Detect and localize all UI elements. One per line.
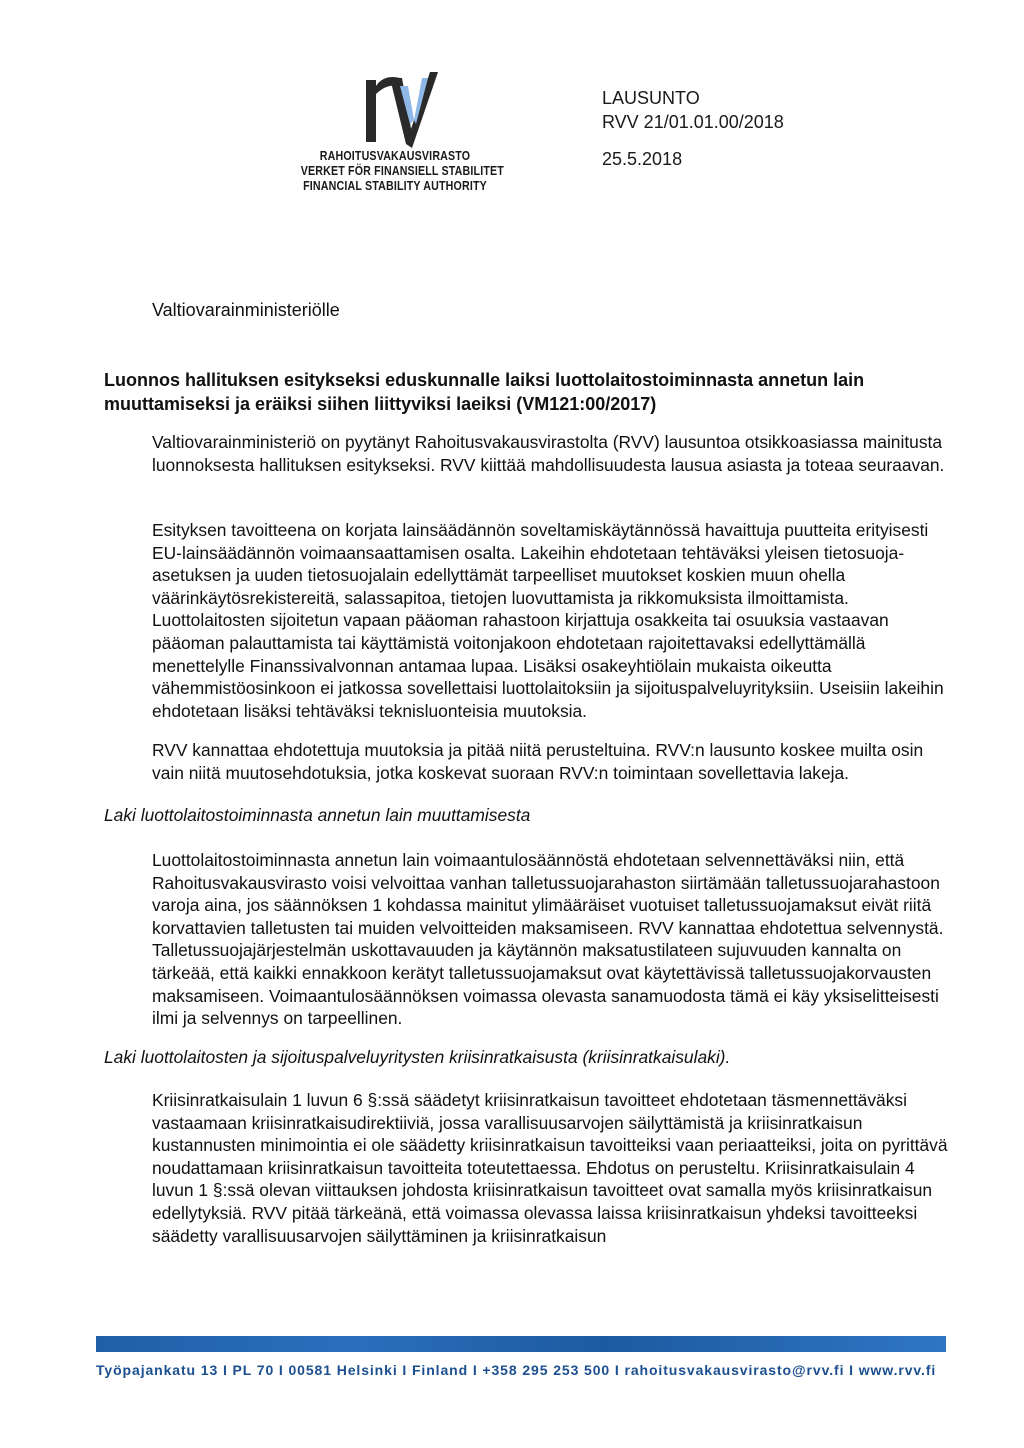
footer-contact: Työpajankatu 13 I PL 70 I 00581 Helsinki I Finland I +358 295 253 500 I rahoitusvakausvirasto@rvv.fi I www.rvv.fi <box>96 1362 937 1378</box>
document-type: LAUSUNTO <box>602 88 700 108</box>
paragraph-objectives: Esityksen tavoitteena on korjata lainsäädännön soveltamiskäytännössä havaittuja puutteita erityisesti EU-lainsäädännön voimaansaattamisen osalta. Lakeihin ehdotetaan tehtäväksi yleisen tietosuoja-asetuksen ja uuden tietosuojalain edellyttämät tarpeelliset muutokset koskien muun ohella väärinkäytösrekistereitä, salassapitoa, tietojen luovuttamista ja rikkomuksista ilmoittamista. Luottolaitosten sijoitetun vapaan pääoman rahastoon kirjattuja osakkeita tai osuuksia vastaavan pääoman palauttamista tai käyttämistä voitonjakoon ehdotetaan rajoitettavaksi edellyttämällä menettelylle Finanssivalvonnan antamaa lupaa. Lisäksi osakeyhtiölain mukaista oikeutta vähemmistöosinkoon ei jatkossa sovellettaisi luottolaitoksiin ja sijoituspalveluyrityksiin. Useisiin lakeihin ehdotetaan lisäksi tehtäväksi teknisluonteisia muutoksia. <box>152 520 944 721</box>
recipient: Valtiovarainministeriölle <box>152 300 340 320</box>
logo-text-english: FINANCIAL STABILITY AUTHORITY <box>303 178 487 193</box>
paragraph-deposit-guarantee: Luottolaitostoiminnasta annetun lain voimaantulosäännöstä ehdotetaan selvennettäväksi niin, että Rahoitusvakausvirasto voisi velvoittaa vanhan talletussuojarahaston siirtämään talletussuojarahastoon varoja aina, jos säännöksen 1 kohdassa mainitut ylimääräiset vuotuiset talletussuojamaksut eivät riitä korvattavien talletusten tai muiden velvoitteiden maksamiseen. RVV kannattaa ehdotettua selvennystä. Talletussuojajärjestelmän uskottavauuden ja käytännön maksatustilateen sujuvuuden kannalta on tärkeää, että kaikki ennakkoon kerätyt talletussuojamaksut ovat käytettävissä talletussuojakorvausten maksamiseen. Voimaantulosäännöksen voimassa olevasta sanamuodosta tämä ei käy yksiselitteisesti ilmi ja selvennys on tarpeellinen. <box>152 850 944 1029</box>
paragraph-intro: Valtiovarainministeriö on pyytänyt Rahoitusvakausvirastolta (RVV) lausuntoa otsikkoasiassa mainitusta luonnoksesta hallituksen esitykseksi. RVV kiittää mahdollisuudesta lausua asiasta ja toteaa seuraavan. <box>152 432 945 475</box>
paragraph-position: RVV kannattaa ehdotettuja muutoksia ja pitää niitä perusteltuina. RVV:n lausunto koskee muilta osin vain niitä muutosehdotuksia, jotka koskevat suoraan RVV:n toimintaan sovellettavia lakeja. <box>152 740 924 783</box>
document-date: 25.5.2018 <box>602 149 683 169</box>
rvv-logo-mark-icon <box>360 64 440 150</box>
section-heading-resolution: Laki luottolaitosten ja sijoituspalveluyritysten kriisinratkaisusta (kriisinratkaisulaki). <box>104 1047 731 1067</box>
logo-text-finnish: RAHOITUSVAKAUSVIRASTO <box>319 148 471 163</box>
section-heading-credit-institutions: Laki luottolaitostoiminnasta annetun lain muuttamisesta <box>104 805 531 825</box>
logo-text-swedish: VERKET FÖR FINANSIELL STABILITET <box>300 163 504 178</box>
rvv-logo <box>280 64 510 204</box>
document-meta <box>602 86 784 171</box>
footer-bar <box>96 1336 946 1352</box>
document-number: RVV 21/01.01.00/2018 <box>602 112 784 132</box>
document-title: Luonnos hallituksen esitykseksi eduskunnalle laiksi luottolaitostoiminnasta annetun lain muuttamiseksi ja eräiksi siihen liittyviksi laeiksi (VM121:00/2017) <box>104 370 865 414</box>
paragraph-resolution-objectives: Kriisinratkaisulain 1 luvun 6 §:ssä säädetyt kriisinratkaisun tavoitteet ehdotetaan täsmennettäväksi vastaamaan kriisinratkaisudirektiiviä, jossa varallisuusarvojen säilyttämistä ja kriisinratkaisun kustannusten minimointia ei ole säädetty kriisinratkaisun tavoitteiksi vaan periaatteiksi, joita on pyrittävä noudattamaan kriisinratkaisun tavoitteita toteutettaessa. Ehdotus on perusteltu. Kriisinratkaisulain 4 luvun 1 §:ssä olevan viittauksen johdosta kriisinratkaisun tavoitteet ovat samalla myös kriisinratkaisun edellytyksiä. RVV pitää tärkeänä, että voimassa olevassa laissa kriisinratkaisun yhdeksi tavoitteeksi säädetty varallisuusarvojen säilyttäminen ja kriisinratkaisun <box>152 1090 948 1246</box>
